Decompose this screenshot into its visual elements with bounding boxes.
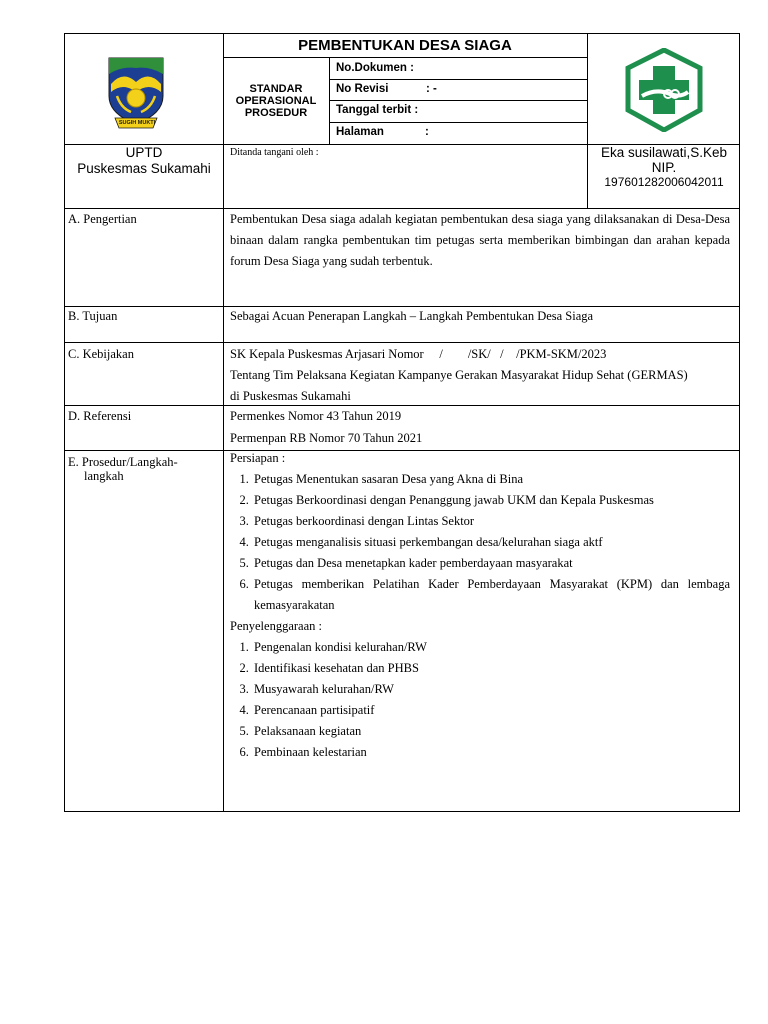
signer-name: Eka susilawati,S.Keb (600, 145, 728, 160)
procedure-step: 6. Pembinaan kelestarian (252, 742, 730, 763)
procedure-step: 2. Petugas Berkoordinasi dengan Penanggung jawab UKM dan Kepala Puskesmas (252, 490, 730, 511)
persiapan-list (230, 469, 730, 616)
procedure-step: 5. Petugas dan Desa menetapkan kader pemberdayaan masyarakat (252, 553, 730, 574)
procedure-step: 6. Petugas memberikan Pelatihan Kader Pemberdayaan Masyarakat (KPM) dan lembaga kemasyarakatan (252, 574, 730, 616)
procedure-step: 1. Petugas Menentukan sasaran Desa yang Akna di Bina (252, 469, 730, 490)
section-e-label-line1: E. Prosedur/Langkah- (68, 455, 178, 469)
sop-document (64, 33, 740, 812)
puskesmas-logo (620, 48, 708, 132)
sop-label-line2: OPERASIONAL (235, 95, 317, 107)
divider-meta-2 (329, 100, 587, 101)
persiapan-heading: Persiapan : (230, 451, 286, 465)
section-c-label: C. Kebijakan (68, 347, 134, 361)
organization-name (65, 145, 223, 177)
procedure-step: 2. Identifikasi kesehatan dan PHBS (252, 658, 730, 679)
revision-value: : - (426, 83, 437, 95)
procedure-step: 4. Perencanaan partisipatif (252, 700, 730, 721)
procedure-step: 5. Pelaksanaan kegiatan (252, 721, 730, 742)
section-c-line2: Tentang Tim Pelaksana Kegiatan Kampanye Gerakan Masyarakat Hidup Sehat (GERMAS) (230, 368, 688, 382)
section-d-label: D. Referensi (68, 409, 132, 423)
section-b-label: B. Tujuan (68, 309, 118, 323)
nip-number: 197601282006042011 (604, 175, 724, 189)
signed-by-label: Ditanda tangani oleh : (230, 147, 319, 158)
procedure-step: 3. Petugas berkoordinasi dengan Lintas Sektor (252, 511, 730, 532)
section-a-text: Pembentukan Desa siaga adalah kegiatan pembentukan desa siaga yang dilaksanakan di Desa-Desa binaan dalam rangka pembentukan tim petugas serta memberikan bimbingan dan arahan kepada forum Desa Siaga yang sudah terbentuk. (230, 212, 730, 268)
page-label: Halaman (336, 126, 384, 138)
divider-meta-3 (329, 122, 587, 123)
penyelenggaraan-heading: Penyelenggaraan : (230, 619, 322, 633)
section-a-label: A. Pengertian (68, 212, 137, 226)
divider-label-column (223, 34, 224, 812)
penyelenggaraan-list (230, 637, 730, 763)
health-cross-icon (620, 48, 708, 132)
sop-label (223, 83, 329, 119)
sop-label-line1: STANDAR (249, 83, 303, 95)
page-colon: : (425, 126, 429, 138)
document-number-field: No.Dokumen : (336, 62, 414, 74)
section-c-line3: di Puskesmas Sukamahi (230, 389, 351, 403)
revision-label: No Revisi (336, 83, 389, 95)
signer-block (588, 145, 740, 175)
section-e-label-line2: langkah (84, 469, 124, 483)
nip-label: NIP. (651, 160, 677, 175)
section-c-line1: SK Kepala Puskesmas Arjasari Nomor / /SK/ / /PKM-SKM/2023 (230, 347, 607, 361)
publish-date-field: Tanggal terbit : (336, 104, 419, 116)
section-d-line1: Permenkes Nomor 43 Tahun 2019 (230, 409, 402, 423)
procedure-step: 1. Pengenalan kondisi kelurahan/RW (252, 637, 730, 658)
sop-label-line3: PROSEDUR (244, 107, 308, 119)
procedure-step: 3. Musyawarah kelurahan/RW (252, 679, 730, 700)
section-d-line2: Permenpan RB Nomor 70 Tahun 2021 (230, 431, 423, 445)
organization-line1: UPTD (125, 145, 163, 160)
divider-title (223, 57, 587, 58)
section-e-label (68, 455, 178, 483)
section-e-content (230, 448, 730, 763)
organization-line2: Puskesmas Sukamahi (77, 161, 211, 176)
divider-c (65, 342, 739, 343)
document-title: PEMBENTUKAN DESA SIAGA (298, 37, 512, 54)
divider-meta-1 (329, 79, 587, 80)
procedure-step: 4. Petugas menganalisis situasi perkembangan desa/kelurahan siaga aktf (252, 532, 730, 553)
section-b-text: Sebagai Acuan Penerapan Langkah – Langkah Pembentukan Desa Siaga (230, 309, 594, 323)
logo-motto: SUGIH MUKTI (118, 120, 156, 126)
